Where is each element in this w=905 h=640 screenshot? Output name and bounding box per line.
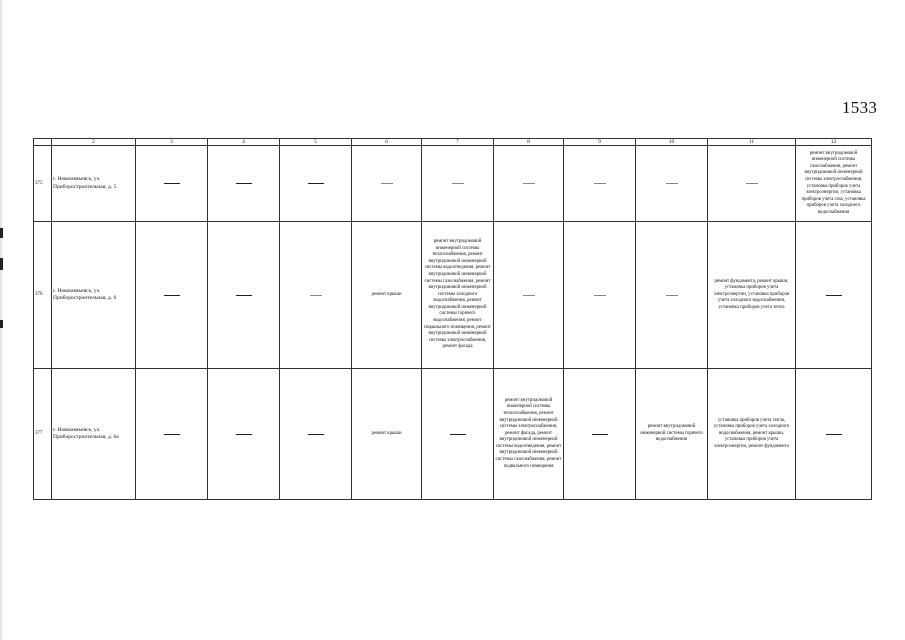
- empty-dash: [494, 146, 564, 222]
- column-header: 2: [52, 139, 136, 146]
- empty-dash: [280, 222, 352, 369]
- table-row: [34, 146, 872, 222]
- row-works-col12: ремонт внутридомовой инженерной системы газоснабжения, ремонт внутридомовой инженерной системы электроснабжения, установка приборов учета электроэнергии, установка приборов учета газа, установка приборов учета холодного водоснабжения: [796, 146, 872, 222]
- empty-dash: [708, 146, 796, 222]
- column-header: 5: [280, 139, 352, 146]
- row-works-col11: ремонт фундамента, ремонт крыши, установка приборов учета электроэнергии, установка приборов учета холодного водоснабжения, установка приборов учета тепла: [708, 222, 796, 369]
- column-header: [34, 139, 52, 146]
- row-works-col8: ремонт внутридомовой инженерной системы теплоснабжения, ремонт внутридомовой инженерной системы электроснабжения, ремонт фасада, ремонт внутридомовой инженерной системы водоотведения, ремонт внутридомовой инженерной системы газоснабжения, ремонт подвального помещения: [494, 369, 564, 500]
- row-works-col7: ремонт внутридомовой инженерной системы теплоснабжения, ремонт внутридомовой инженерной системы водоотведения, ремонт внутридомовой инженерной системы газоснабжения, ремонт внутридомовой инженерной системы холодного водоснабжения, ремонт внутридомовой инженерной системы горячего водоснабжения, ремонт подвального помещения, ремонт внутридомовой инженерной системы электроснабжения, ремонт фасада: [422, 222, 494, 369]
- empty-dash: [564, 222, 636, 369]
- empty-dash: [422, 146, 494, 222]
- row-works-col6: ремонт крыши: [352, 222, 422, 369]
- column-header: 3: [136, 139, 208, 146]
- row-works-col10: ремонт внутридомовой инженерной системы горячего водоснабжения: [636, 369, 708, 500]
- row-works-col11: установка приборов учета тепла, установка приборов учета холодного водоснабжения, ремонт крыши, установка приборов учета электроэнергии, ремонт фундамента: [708, 369, 796, 500]
- empty-dash: [494, 222, 564, 369]
- column-header: 7: [422, 139, 494, 146]
- row-number: 377: [34, 369, 52, 500]
- empty-dash: [636, 146, 708, 222]
- row-works-col6: ремонт крыши: [352, 369, 422, 500]
- row-address: г. Новокимьевск, ул. Приборостроительная, д. 6а: [52, 369, 136, 500]
- empty-dash: [208, 369, 280, 500]
- column-header: 4: [208, 139, 280, 146]
- column-header: 8: [494, 139, 564, 146]
- empty-dash: [208, 222, 280, 369]
- table-row: [34, 222, 872, 369]
- scan-edge-mark: [0, 228, 3, 238]
- empty-dash: [280, 146, 352, 222]
- empty-dash: [636, 222, 708, 369]
- empty-dash: [136, 222, 208, 369]
- empty-dash: [208, 146, 280, 222]
- empty-dash: [136, 369, 208, 500]
- column-header: 11: [708, 139, 796, 146]
- column-number-row: [34, 139, 872, 146]
- column-header: 12: [796, 139, 872, 146]
- row-number: 376: [34, 222, 52, 369]
- column-header: 9: [564, 139, 636, 146]
- empty-dash: [564, 146, 636, 222]
- empty-dash: [422, 369, 494, 500]
- row-address: г. Новокимьевск, ул. Приборостроительная, д. 5: [52, 146, 136, 222]
- empty-dash: [796, 369, 872, 500]
- page-number: 1533: [842, 98, 878, 117]
- scan-edge-mark: [0, 258, 3, 270]
- capital-repair-table: [33, 138, 872, 500]
- empty-dash: [136, 146, 208, 222]
- empty-dash: [564, 369, 636, 500]
- empty-dash: [280, 369, 352, 500]
- empty-dash: [796, 222, 872, 369]
- row-number: 375: [34, 146, 52, 222]
- row-address: г. Новокимьевск, ул. Приборостроительная, д. 6: [52, 222, 136, 369]
- table-row: [34, 369, 872, 500]
- scan-edge-mark: [0, 320, 3, 328]
- column-header: 6: [352, 139, 422, 146]
- column-header: 10: [636, 139, 708, 146]
- empty-dash: [352, 146, 422, 222]
